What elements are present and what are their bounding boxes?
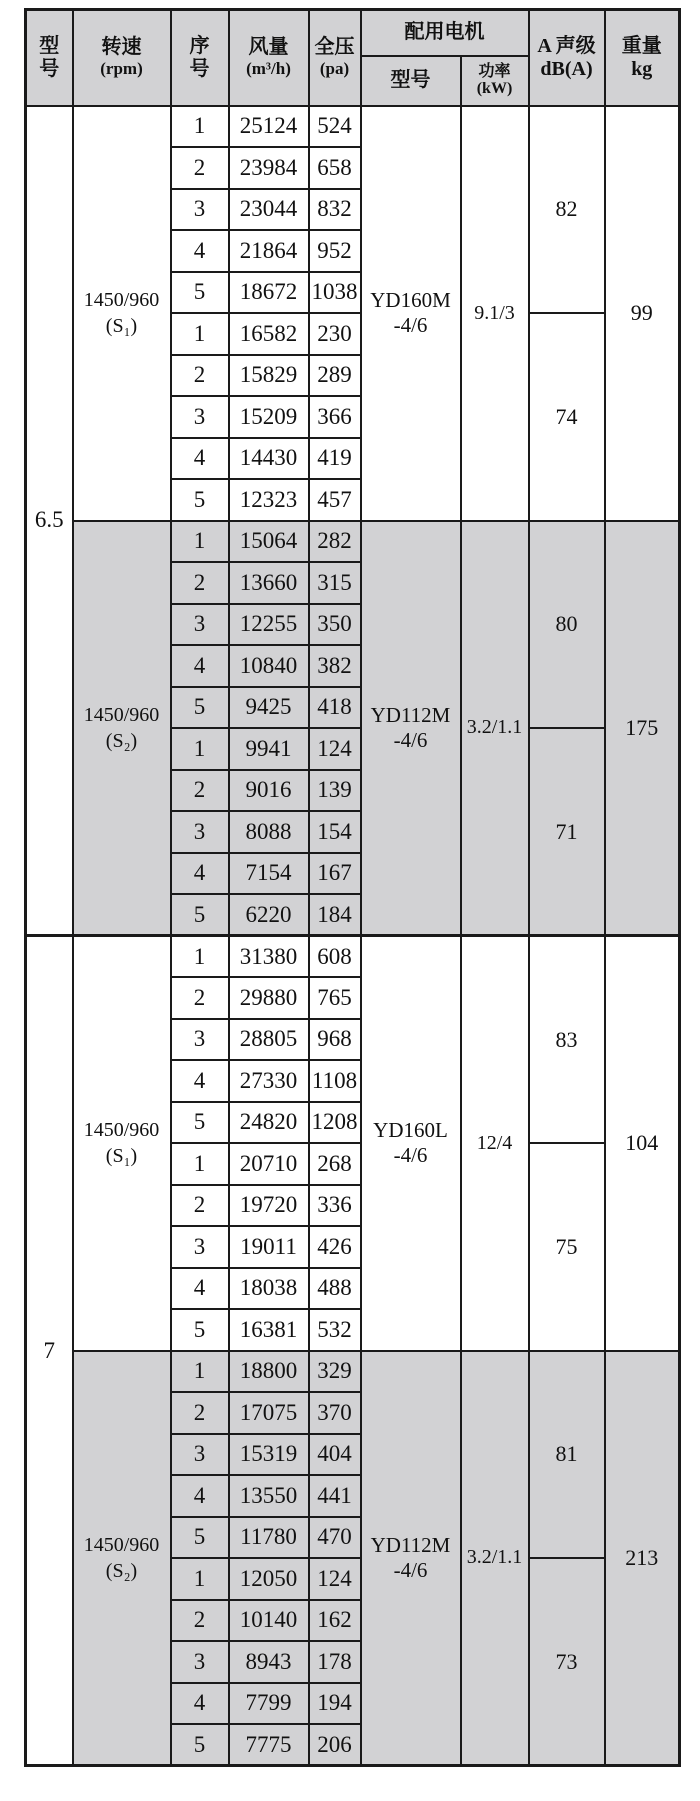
airflow-cell: 19720: [229, 1185, 309, 1227]
airflow-cell: 24820: [229, 1102, 309, 1144]
row-index-cell: 2: [171, 562, 229, 604]
airflow-cell: 10140: [229, 1600, 309, 1642]
row-index-cell: 2: [171, 1392, 229, 1434]
fan-spec-table: [24, 8, 681, 1767]
airflow-cell: 12255: [229, 604, 309, 646]
row-index-cell: 3: [171, 1226, 229, 1268]
airflow-cell: 15829: [229, 355, 309, 397]
noise-upper-cell: 81: [529, 1351, 605, 1559]
weight-cell: 104: [605, 936, 680, 1351]
pressure-cell: 184: [309, 894, 361, 936]
airflow-cell: 13660: [229, 562, 309, 604]
airflow-cell: 15209: [229, 396, 309, 438]
row-index-cell: 4: [171, 438, 229, 480]
speed-cell: 1450/960 (S₁): [73, 936, 171, 1351]
row-index-cell: 5: [171, 1102, 229, 1144]
pressure-cell: 488: [309, 1268, 361, 1310]
table-row: [26, 521, 680, 563]
motor-model-cell: YD112M -4/6: [361, 1351, 461, 1766]
pressure-cell: 289: [309, 355, 361, 397]
row-index-cell: 4: [171, 853, 229, 895]
pressure-cell: 382: [309, 645, 361, 687]
row-index-cell: 5: [171, 1309, 229, 1351]
pressure-cell: 366: [309, 396, 361, 438]
pressure-cell: 524: [309, 106, 361, 148]
header-pressure: [309, 10, 361, 106]
row-index-cell: 2: [171, 147, 229, 189]
pressure-cell: 1108: [309, 1060, 361, 1102]
pressure-cell: 470: [309, 1517, 361, 1559]
header-motor-power: [461, 56, 529, 106]
header-motor-power-unit: (kW): [476, 79, 513, 97]
pressure-cell: 457: [309, 479, 361, 521]
airflow-cell: 16381: [229, 1309, 309, 1351]
airflow-cell: 17075: [229, 1392, 309, 1434]
noise-lower-cell: 71: [529, 728, 605, 936]
pressure-cell: 206: [309, 1724, 361, 1766]
header-pressure-unit: (pa): [319, 59, 350, 79]
pressure-cell: 419: [309, 438, 361, 480]
header-motor-power-label: 功率: [478, 62, 511, 80]
airflow-cell: 14430: [229, 438, 309, 480]
noise-upper-cell: 83: [529, 936, 605, 1144]
row-index-cell: 2: [171, 355, 229, 397]
row-index-cell: 1: [171, 1558, 229, 1600]
airflow-cell: 7154: [229, 853, 309, 895]
motor-power-cell: 12/4: [461, 936, 529, 1351]
row-index-cell: 2: [171, 977, 229, 1019]
airflow-cell: 9941: [229, 728, 309, 770]
row-index-cell: 3: [171, 604, 229, 646]
airflow-cell: 31380: [229, 936, 309, 978]
airflow-cell: 15064: [229, 521, 309, 563]
table-header: [26, 10, 680, 106]
airflow-cell: 6220: [229, 894, 309, 936]
airflow-cell: 29880: [229, 977, 309, 1019]
motor-power-cell: 3.2/1.1: [461, 521, 529, 936]
header-index: [171, 10, 229, 106]
row-index-cell: 3: [171, 1641, 229, 1683]
airflow-cell: 15319: [229, 1434, 309, 1476]
pressure-cell: 154: [309, 811, 361, 853]
header-noise-unit: dB(A): [540, 57, 593, 80]
header-airflow-label: 风量: [248, 36, 289, 59]
row-index-cell: 3: [171, 1434, 229, 1476]
motor-power-cell: 3.2/1.1: [461, 1351, 529, 1766]
airflow-cell: 8088: [229, 811, 309, 853]
airflow-cell: 11780: [229, 1517, 309, 1559]
motor-model-cell: YD160L -4/6: [361, 936, 461, 1351]
table-row: [26, 936, 680, 978]
pressure-cell: 315: [309, 562, 361, 604]
pressure-cell: 418: [309, 687, 361, 729]
row-index-cell: 4: [171, 1475, 229, 1517]
header-speed: [73, 10, 171, 106]
header-model-line1: 型: [39, 34, 60, 57]
noise-upper-cell: 80: [529, 521, 605, 729]
row-index-cell: 3: [171, 1019, 229, 1061]
pressure-cell: 404: [309, 1434, 361, 1476]
header-motor-model: 型号: [361, 56, 461, 106]
row-index-cell: 5: [171, 1724, 229, 1766]
row-index-cell: 5: [171, 687, 229, 729]
header-model: [26, 10, 73, 106]
speed-cell: 1450/960 (S₂): [73, 521, 171, 936]
weight-cell: 99: [605, 106, 680, 521]
header-weight: [605, 10, 680, 106]
noise-upper-cell: 82: [529, 106, 605, 314]
row-index-cell: 1: [171, 106, 229, 148]
airflow-cell: 12323: [229, 479, 309, 521]
row-index-cell: 1: [171, 521, 229, 563]
row-index-cell: 2: [171, 770, 229, 812]
pressure-cell: 658: [309, 147, 361, 189]
pressure-cell: 268: [309, 1143, 361, 1185]
airflow-cell: 20710: [229, 1143, 309, 1185]
weight-cell: 175: [605, 521, 680, 936]
noise-lower-cell: 73: [529, 1558, 605, 1766]
airflow-cell: 9016: [229, 770, 309, 812]
row-index-cell: 5: [171, 1517, 229, 1559]
airflow-cell: 18038: [229, 1268, 309, 1310]
table-row: [26, 106, 680, 148]
row-index-cell: 1: [171, 1351, 229, 1393]
pressure-cell: 329: [309, 1351, 361, 1393]
airflow-cell: 28805: [229, 1019, 309, 1061]
airflow-cell: 13550: [229, 1475, 309, 1517]
motor-model-cell: YD112M -4/6: [361, 521, 461, 936]
row-index-cell: 5: [171, 894, 229, 936]
table-row: [26, 1351, 680, 1393]
row-index-cell: 2: [171, 1185, 229, 1227]
pressure-cell: 1208: [309, 1102, 361, 1144]
pressure-cell: 370: [309, 1392, 361, 1434]
airflow-cell: 27330: [229, 1060, 309, 1102]
pressure-cell: 178: [309, 1641, 361, 1683]
airflow-cell: 18800: [229, 1351, 309, 1393]
airflow-cell: 7775: [229, 1724, 309, 1766]
row-index-cell: 1: [171, 1143, 229, 1185]
pressure-cell: 336: [309, 1185, 361, 1227]
pressure-cell: 532: [309, 1309, 361, 1351]
row-index-cell: 5: [171, 479, 229, 521]
airflow-cell: 25124: [229, 106, 309, 148]
header-weight-label: 重量: [621, 34, 662, 57]
noise-lower-cell: 74: [529, 313, 605, 521]
row-index-cell: 4: [171, 230, 229, 272]
row-index-cell: 4: [171, 1683, 229, 1725]
row-index-cell: 1: [171, 313, 229, 355]
header-motor-group: 配用电机: [361, 10, 529, 56]
row-index-cell: 1: [171, 728, 229, 770]
airflow-cell: 7799: [229, 1683, 309, 1725]
pressure-cell: 1038: [309, 272, 361, 314]
pressure-cell: 968: [309, 1019, 361, 1061]
pressure-cell: 441: [309, 1475, 361, 1517]
pressure-cell: 167: [309, 853, 361, 895]
row-index-cell: 1: [171, 936, 229, 978]
header-airflow: [229, 10, 309, 106]
header-noise-label: A 声级: [537, 34, 596, 57]
header-airflow-unit: (m³/h): [246, 59, 291, 79]
header-noise: [529, 10, 605, 106]
pressure-cell: 426: [309, 1226, 361, 1268]
pressure-cell: 194: [309, 1683, 361, 1725]
header-pressure-label: 全压: [314, 36, 355, 59]
row-index-cell: 3: [171, 189, 229, 231]
spec-table-body: [26, 106, 680, 1766]
speed-cell: 1450/960 (S₂): [73, 1351, 171, 1766]
speed-cell: 1450/960 (S₁): [73, 106, 171, 521]
pressure-cell: 139: [309, 770, 361, 812]
pressure-cell: 832: [309, 189, 361, 231]
airflow-cell: 9425: [229, 687, 309, 729]
airflow-cell: 23984: [229, 147, 309, 189]
pressure-cell: 350: [309, 604, 361, 646]
row-index-cell: 4: [171, 645, 229, 687]
airflow-cell: 23044: [229, 189, 309, 231]
airflow-cell: 18672: [229, 272, 309, 314]
header-speed-label: 转速: [101, 36, 142, 59]
airflow-cell: 8943: [229, 1641, 309, 1683]
row-index-cell: 3: [171, 811, 229, 853]
header-weight-unit: kg: [631, 57, 653, 80]
airflow-cell: 16582: [229, 313, 309, 355]
row-index-cell: 2: [171, 1600, 229, 1642]
header-index-line2: 号: [189, 57, 210, 80]
pressure-cell: 124: [309, 1558, 361, 1600]
header-model-line2: 号: [39, 57, 60, 80]
row-index-cell: 4: [171, 1060, 229, 1102]
pressure-cell: 282: [309, 521, 361, 563]
header-row-1: [26, 10, 680, 56]
pressure-cell: 765: [309, 977, 361, 1019]
airflow-cell: 10840: [229, 645, 309, 687]
airflow-cell: 21864: [229, 230, 309, 272]
model-group-cell: 7: [26, 936, 73, 1766]
noise-lower-cell: 75: [529, 1143, 605, 1351]
row-index-cell: 5: [171, 272, 229, 314]
row-index-cell: 3: [171, 396, 229, 438]
pressure-cell: 162: [309, 1600, 361, 1642]
pressure-cell: 952: [309, 230, 361, 272]
pressure-cell: 230: [309, 313, 361, 355]
pressure-cell: 124: [309, 728, 361, 770]
airflow-cell: 19011: [229, 1226, 309, 1268]
model-group-cell: 6.5: [26, 106, 73, 936]
motor-power-cell: 9.1/3: [461, 106, 529, 521]
header-speed-unit: (rpm): [100, 59, 143, 79]
weight-cell: 213: [605, 1351, 680, 1766]
row-index-cell: 4: [171, 1268, 229, 1310]
motor-model-cell: YD160M -4/6: [361, 106, 461, 521]
header-index-line1: 序: [189, 34, 210, 57]
airflow-cell: 12050: [229, 1558, 309, 1600]
pressure-cell: 608: [309, 936, 361, 978]
